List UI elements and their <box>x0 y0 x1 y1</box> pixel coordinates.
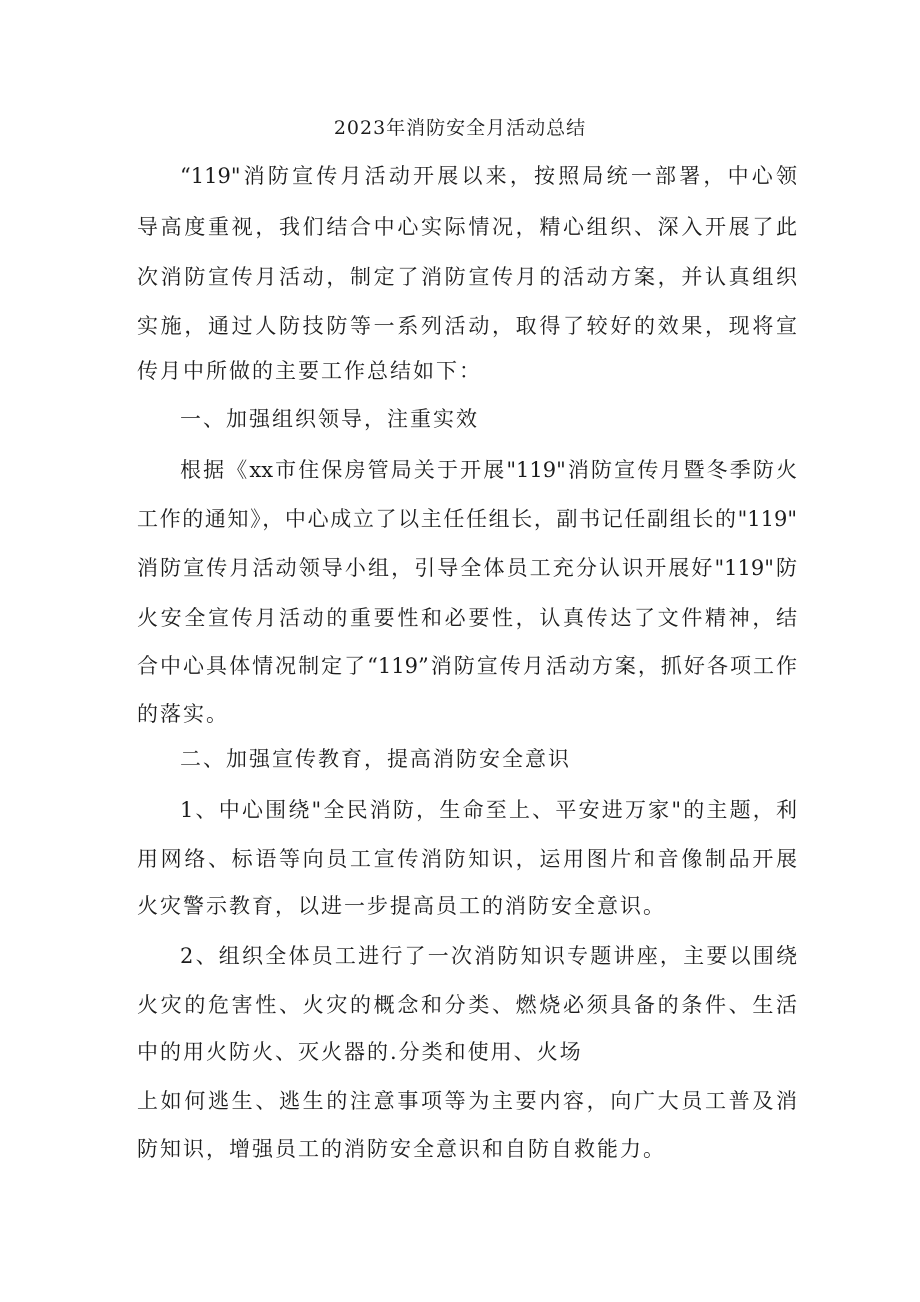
paragraph-line: 实施，通过人防技防等一系列活动，取得了较好的效果，现将宣 <box>137 314 797 338</box>
paragraph-line: “119"消防宣传月活动开展以来，按照局统一部署，中心领 <box>180 164 797 188</box>
paragraph-line: 传月中所做的主要工作总结如下： <box>137 359 482 383</box>
paragraph-line: 合中心具体情况制定了“119”消防宣传月活动方案，抓好各项工作 <box>137 654 797 678</box>
section-heading: 一、加强组织领导，注重实效 <box>180 407 479 431</box>
paragraph-line: 用网络、标语等向员工宣传消防知识，运用图片和音像制品开展 <box>137 847 797 871</box>
paragraph-line: 1、中心围绕"全民消防，生命至上、平安进万家"的主题，利 <box>180 798 797 822</box>
section-heading: 二、加强宣传教育，提高消防安全意识 <box>180 747 571 771</box>
paragraph-line: 火灾的危害性、火灾的概念和分类、燃烧必须具备的条件、生活 <box>137 993 797 1017</box>
paragraph-line: 导高度重视，我们结合中心实际情况，精心组织、深入开展了此 <box>137 215 797 239</box>
paragraph-line: 上如何逃生、逃生的注意事项等为主要内容，向广大员工普及消 <box>137 1089 797 1113</box>
document-title: 2023年消防安全月活动总结 <box>333 117 587 139</box>
paragraph-line: 消防宣传月活动领导小组，引导全体员工充分认识开展好"119"防 <box>137 556 797 580</box>
paragraph-line: 火安全宣传月活动的重要性和必要性，认真传达了文件精神，结 <box>137 606 797 630</box>
paragraph-line: 次消防宣传月活动，制定了消防宣传月的活动方案，并认真组织 <box>137 265 797 289</box>
paragraph-line: 火灾警示教育，以进一步提高员工的消防安全意识。 <box>137 894 666 918</box>
paragraph-line: 根据《xx市住保房管局关于开展"119"消防宣传月暨冬季防火 <box>180 458 797 482</box>
paragraph-line: 防知识，增强员工的消防安全意识和自防自救能力。 <box>137 1137 666 1161</box>
paragraph-line: 中的用火防火、灭火器的.分类和使用、火场 <box>137 1040 583 1064</box>
paragraph-line: 工作的通知》，中心成立了以主任任组长，副书记任副组长的"119" <box>137 507 797 531</box>
paragraph-line: 的落实。 <box>137 702 229 726</box>
paragraph-line: 2、组织全体员工进行了一次消防知识专题讲座，主要以围绕 <box>180 944 797 968</box>
